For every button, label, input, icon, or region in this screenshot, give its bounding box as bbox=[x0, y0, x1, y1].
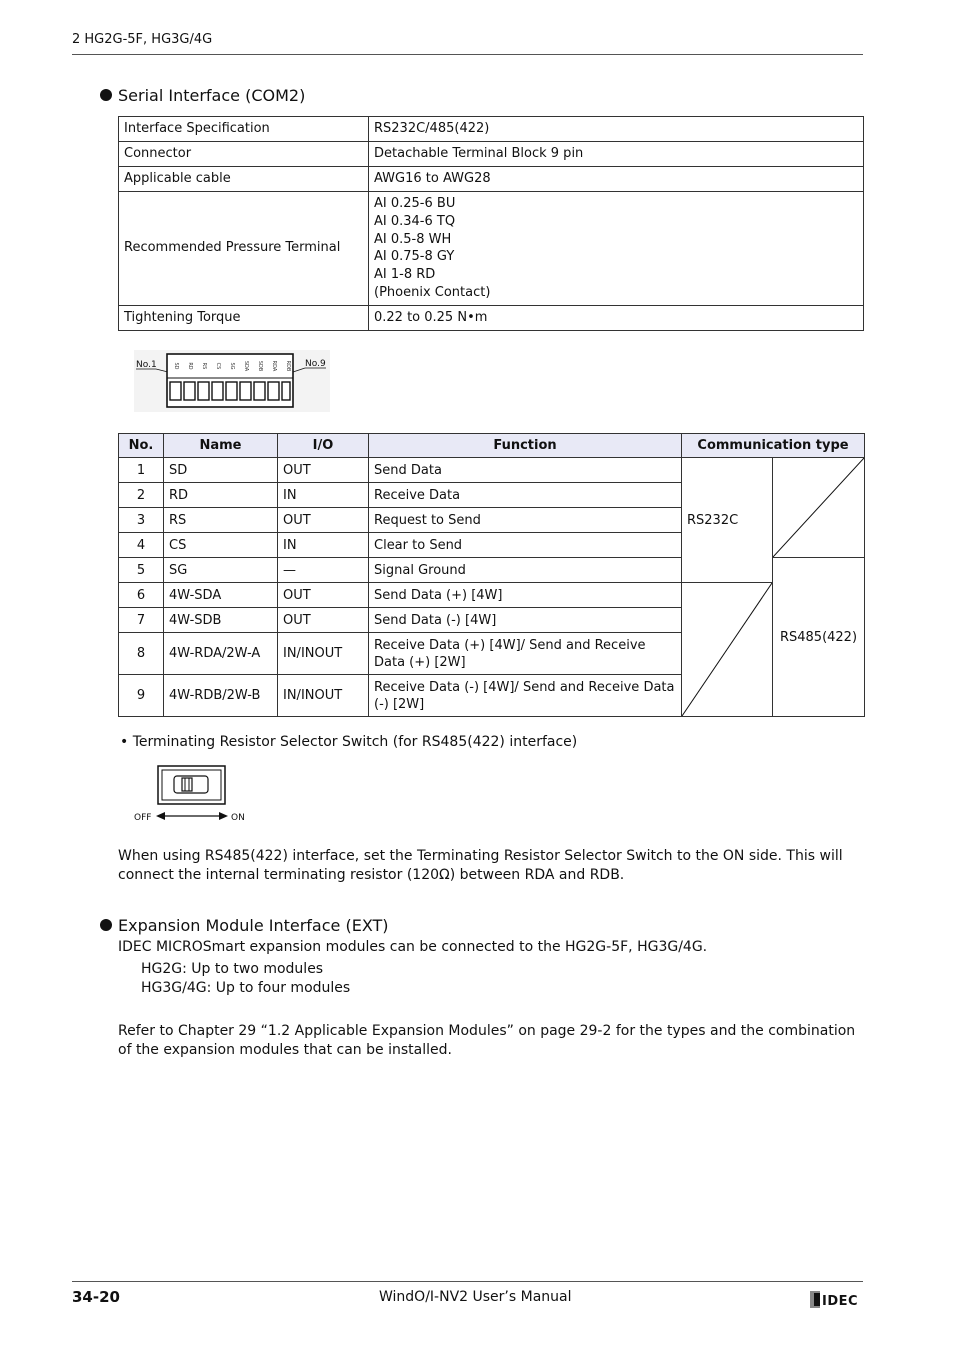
terminal-slots bbox=[170, 382, 290, 400]
col-header-no: No. bbox=[119, 434, 164, 458]
spec-value-multiline bbox=[369, 192, 864, 306]
pin-io: IN/INOUT bbox=[278, 633, 369, 675]
expansion-line-hg2g: HG2G: Up to two modules bbox=[141, 961, 324, 977]
arrow-right-icon bbox=[219, 812, 228, 820]
pin-io: OUT bbox=[278, 608, 369, 633]
spec-value: 0.22 to 0.25 N•m bbox=[369, 305, 864, 330]
col-header-io: I/O bbox=[278, 434, 369, 458]
terminal-item: AI 0.5-8 WH bbox=[374, 231, 452, 247]
pin-label: RD bbox=[187, 362, 193, 370]
idec-logo-text: IDEC bbox=[822, 1294, 859, 1309]
pin-name: SG bbox=[164, 558, 278, 583]
switch-on-label: ON bbox=[231, 813, 245, 823]
diagonal-na-cell bbox=[773, 458, 865, 558]
serial-section-title: Serial Interface (COM2) bbox=[118, 86, 306, 105]
switch-off-label: OFF bbox=[134, 813, 152, 823]
pin-io: OUT bbox=[278, 458, 369, 483]
diagonal-na-cell bbox=[682, 583, 773, 717]
pin-name: RS bbox=[164, 508, 278, 533]
expansion-intro: IDEC MICROSmart expansion modules can be connected to the HG2G-5F, HG3G/4G. bbox=[118, 939, 708, 955]
spec-row bbox=[119, 192, 864, 306]
pin-no: 7 bbox=[119, 608, 164, 633]
pin-io: OUT bbox=[278, 508, 369, 533]
idec-logo bbox=[808, 1290, 864, 1314]
col-header-comm-type: Communication type bbox=[682, 434, 865, 458]
terminal-item: (Phoenix Contact) bbox=[374, 284, 491, 300]
pin-function: Clear to Send bbox=[369, 533, 682, 558]
pin-name: 4W-RDA/2W-A bbox=[164, 633, 278, 675]
terminal-block-illustration bbox=[134, 350, 330, 412]
pin-io: IN/INOUT bbox=[278, 675, 369, 717]
serial-section-heading bbox=[100, 86, 305, 105]
spec-value: AWG16 to AWG28 bbox=[369, 167, 864, 192]
pin-no: 8 bbox=[119, 633, 164, 675]
terminal-item: AI 0.25-6 BU bbox=[374, 196, 456, 211]
spec-key: Tightening Torque bbox=[119, 305, 369, 330]
pin-label: SG bbox=[229, 362, 235, 370]
pin-name: 4W-SDA bbox=[164, 583, 278, 608]
pin-no: 2 bbox=[119, 483, 164, 508]
pin-io: OUT bbox=[278, 583, 369, 608]
spec-key: Recommended Pressure Terminal bbox=[119, 192, 369, 306]
pin-no: 9 bbox=[119, 675, 164, 717]
pin-function: Send Data bbox=[369, 458, 682, 483]
pin-function: Signal Ground bbox=[369, 558, 682, 583]
expansion-paragraph: Refer to Chapter 29 “1.2 Applicable Expansion Modules” on page 29-2 for the types and the combination of the expansion modules that can be installed. bbox=[118, 1023, 856, 1058]
pin-assignment-table bbox=[118, 433, 865, 717]
pin-name: SD bbox=[164, 458, 278, 483]
table-row bbox=[119, 583, 865, 608]
pin-label: SD bbox=[173, 362, 179, 370]
expansion-section-title: Expansion Module Interface (EXT) bbox=[118, 916, 389, 935]
pin-function: Receive Data (+) [4W]/ Send and Receive Data (+) [2W] bbox=[369, 633, 682, 675]
pin-label: RS bbox=[201, 362, 207, 370]
terminal-item: AI 0.34-6 TQ bbox=[374, 213, 456, 229]
col-header-name: Name bbox=[164, 434, 278, 458]
pin-io: IN bbox=[278, 483, 369, 508]
pin-label: RDB bbox=[285, 360, 291, 372]
spec-key: Applicable cable bbox=[119, 167, 369, 192]
table-row bbox=[119, 458, 865, 483]
bullet-icon bbox=[100, 919, 112, 931]
pin-no: 3 bbox=[119, 508, 164, 533]
pin-io: IN bbox=[278, 533, 369, 558]
manual-title: WindO/I-NV2 User’s Manual bbox=[379, 1289, 572, 1305]
spec-row bbox=[119, 305, 864, 330]
spec-row bbox=[119, 117, 864, 142]
col-header-function: Function bbox=[369, 434, 682, 458]
pin-function: Receive Data bbox=[369, 483, 682, 508]
bullet-icon bbox=[100, 89, 112, 101]
rs485-paragraph: When using RS485(422) interface, set the Terminating Resistor Selector Switch to the ON side. This will connect the internal terminating resistor (120Ω) between RDA and RDB. bbox=[118, 848, 843, 883]
connector-label-no1: No.1 bbox=[136, 360, 157, 370]
terminal-item: AI 1-8 RD bbox=[374, 267, 436, 283]
footer-rule bbox=[72, 1281, 863, 1282]
comm-rs485: RS485(422) bbox=[773, 558, 865, 717]
spec-value: RS232C/485(422) bbox=[369, 117, 864, 142]
spec-row bbox=[119, 142, 864, 167]
expansion-line-hg3g: HG3G/4G: Up to four modules bbox=[141, 980, 351, 996]
pin-no: 5 bbox=[119, 558, 164, 583]
pin-name: 4W-SDB bbox=[164, 608, 278, 633]
comm-rs232c: RS232C bbox=[682, 458, 773, 583]
arrow-left-icon bbox=[156, 812, 165, 820]
pin-function: Send Data (+) [4W] bbox=[369, 583, 682, 608]
serial-spec-table bbox=[118, 116, 864, 331]
chapter-header: 2 HG2G-5F, HG3G/4G bbox=[72, 32, 213, 47]
spec-value: Detachable Terminal Block 9 pin bbox=[369, 142, 864, 167]
idec-logo-mark bbox=[808, 1290, 864, 1310]
pin-function: Request to Send bbox=[369, 508, 682, 533]
pin-no: 6 bbox=[119, 583, 164, 608]
pin-label: RDA bbox=[271, 360, 277, 372]
pin-label: SDB bbox=[257, 360, 263, 372]
spec-key: Interface Specification bbox=[119, 117, 369, 142]
selector-switch-illustration bbox=[132, 762, 252, 824]
pin-name: 4W-RDB/2W-B bbox=[164, 675, 278, 717]
pin-label: CS bbox=[215, 362, 221, 370]
pin-io: — bbox=[278, 558, 369, 583]
terminating-note bbox=[120, 734, 577, 750]
pin-name: CS bbox=[164, 533, 278, 558]
pin-no: 4 bbox=[119, 533, 164, 558]
spec-key: Connector bbox=[119, 142, 369, 167]
connector-label-no9: No.9 bbox=[305, 359, 326, 369]
expansion-section-heading bbox=[100, 916, 389, 935]
pin-name: RD bbox=[164, 483, 278, 508]
pin-function: Receive Data (-) [4W]/ Send and Receive Data (-) [2W] bbox=[369, 675, 682, 717]
terminating-note-text: Terminating Resistor Selector Switch (for RS485(422) interface) bbox=[132, 734, 578, 750]
pin-no: 1 bbox=[119, 458, 164, 483]
pin-label: SDA bbox=[243, 360, 249, 372]
header-rule bbox=[72, 54, 863, 55]
spec-row bbox=[119, 167, 864, 192]
bullet-dot-icon: • bbox=[120, 734, 129, 750]
terminal-item: AI 0.75-8 GY bbox=[374, 249, 455, 265]
page-number: 34-20 bbox=[72, 1288, 120, 1306]
pin-function: Send Data (-) [4W] bbox=[369, 608, 682, 633]
